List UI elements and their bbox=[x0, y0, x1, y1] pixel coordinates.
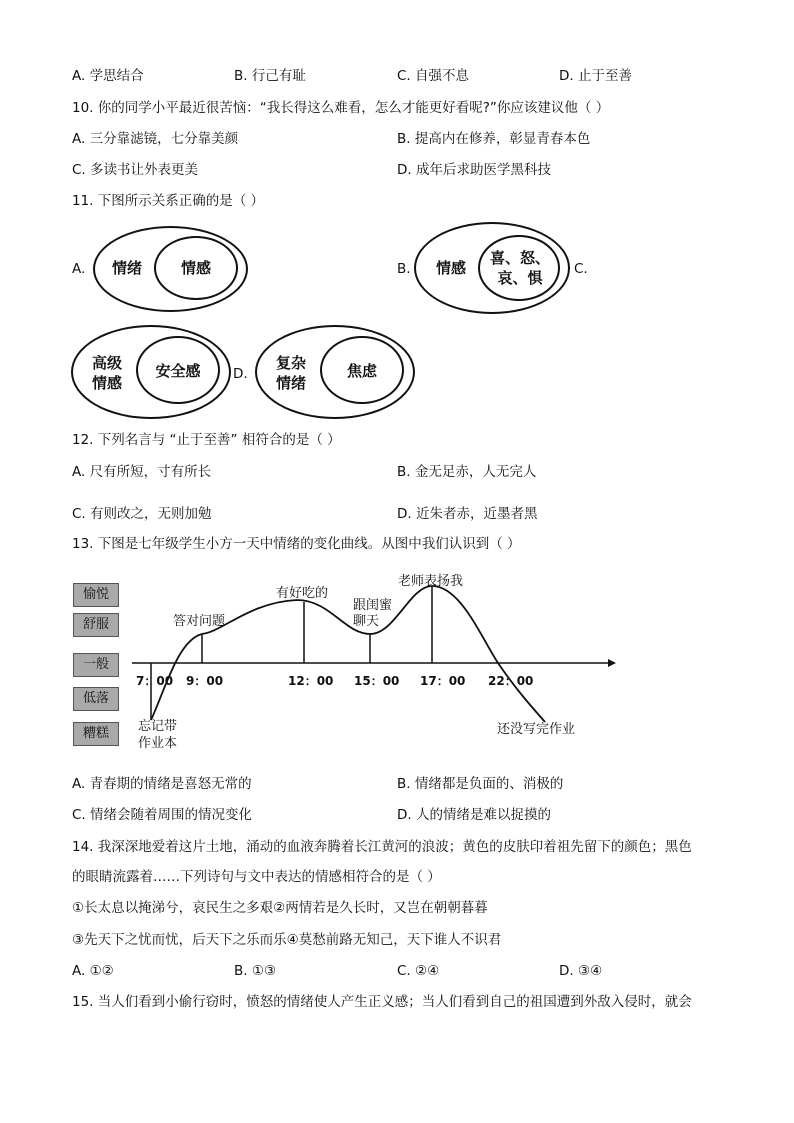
q11-b-inner-label-1: 喜、怒、 bbox=[489, 249, 550, 267]
annotation-answer: 答对问题 bbox=[173, 614, 226, 629]
q11-c-outer-label-2: 情感 bbox=[91, 374, 122, 392]
q11-label-d: D. bbox=[233, 366, 248, 382]
annotation-praise: 老师表扬我 bbox=[398, 574, 464, 589]
q14-stem-line-2: 的眼睛流露着……下列诗句与文中表达的情感相符合的是（ ） bbox=[72, 869, 441, 885]
q11-label-b: B. bbox=[397, 261, 411, 277]
annotation-homework: 还没写完作业 bbox=[497, 722, 576, 737]
q11-c-inner-label: 安全感 bbox=[155, 362, 201, 380]
q11-d-inner-label: 焦虑 bbox=[346, 362, 377, 380]
x-tick-label: 17：00 bbox=[420, 674, 466, 688]
q11-b-outer-label: 情感 bbox=[435, 259, 466, 277]
q11-a-inner-label: 情感 bbox=[180, 259, 211, 277]
x-tick-label: 9：00 bbox=[186, 674, 224, 688]
q12-option-a: A. 尺有所短，寸有所长 bbox=[72, 464, 212, 480]
annotation-food: 有好吃的 bbox=[276, 586, 329, 601]
q10-option-b: B. 提高内在修养，彰显青春本色 bbox=[397, 131, 591, 147]
q10-option-a: A. 三分靠滤镜，七分靠美颜 bbox=[72, 131, 239, 147]
q11-d-outer-label-1: 复杂 bbox=[275, 354, 306, 372]
q10-stem: 10. 你的同学小平最近很苦恼：“我长得这么难看，怎么才能更好看呢?”你应该建议他（ ） bbox=[72, 100, 610, 116]
q9-option-a: A. 学思结合 bbox=[72, 68, 144, 84]
mood-level-label: 糟糕 bbox=[73, 722, 119, 746]
q10-option-d: D. 成年后求助医学黑科技 bbox=[397, 162, 551, 178]
q14-poems-1-2: ①长太息以掩涕兮，哀民生之多艰②两情若是久长时，又岂在朝朝暮暮 bbox=[72, 900, 488, 916]
q14-option-d: D. ③④ bbox=[559, 963, 603, 979]
mood-level-label: 低落 bbox=[73, 687, 119, 711]
q11-a-outer-label: 情绪 bbox=[111, 259, 142, 277]
q14-stem-line-1: 14. 我深深地爱着这片土地，涌动的血液奔腾着长江黄河的浪波；黄色的皮肤印着祖先留下的颜色；黑色 bbox=[72, 839, 692, 855]
q11-c-outer-label-1: 高级 bbox=[91, 354, 122, 372]
q11-d-outer-label-2: 情绪 bbox=[275, 374, 306, 392]
q13-option-a: A. 青春期的情绪是喜怒无常的 bbox=[72, 776, 252, 792]
q13-option-d: D. 人的情绪是难以捉摸的 bbox=[397, 807, 551, 823]
mood-level-label: 舒服 bbox=[73, 613, 119, 637]
q11-label-a: A. bbox=[72, 261, 86, 277]
q13-option-b: B. 情绪都是负面的、消极的 bbox=[397, 776, 564, 792]
x-tick-label: 15：00 bbox=[354, 674, 400, 688]
q13-option-c: C. 情绪会随着周围的情况变化 bbox=[72, 807, 253, 823]
x-tick-label: 7：00 bbox=[136, 674, 174, 688]
q12-option-d: D. 近朱者赤，近墨者黑 bbox=[397, 506, 538, 522]
q9-option-b: B. 行己有耻 bbox=[234, 68, 306, 84]
q10-option-c: C. 多读书让外表更美 bbox=[72, 162, 199, 178]
q9-option-d: D. 止于至善 bbox=[559, 68, 632, 84]
q12-option-b: B. 金无足赤，人无完人 bbox=[397, 464, 537, 480]
annotation-chat-2: 聊天 bbox=[353, 614, 380, 629]
q14-poems-3-4: ③先天下之忧而忧，后天下之乐而乐④莫愁前路无知己，天下谁人不识君 bbox=[72, 932, 502, 948]
q9-option-c: C. 自强不息 bbox=[397, 68, 470, 84]
annotation-chat-1: 跟闺蜜 bbox=[353, 598, 393, 613]
x-tick-label: 22：00 bbox=[488, 674, 534, 688]
q14-option-a: A. ①② bbox=[72, 963, 114, 979]
q11-b-inner-label-2: 哀、惧 bbox=[497, 269, 543, 287]
q14-option-c: C. ②④ bbox=[397, 963, 440, 979]
mood-level-label: 一般 bbox=[73, 653, 119, 677]
mood-curve bbox=[151, 586, 545, 722]
q15-stem: 15. 当人们看到小偷行窃时，愤怒的情绪使人产生正义感；当人们看到自己的祖国遭到外敌入侵时，就会 bbox=[72, 994, 692, 1010]
q12-stem: 12. 下列名言与 “止于至善” 相符合的是（ ） bbox=[72, 432, 341, 448]
q11-stem: 11. 下图所示关系正确的是（ ） bbox=[72, 193, 265, 209]
q11-label-c: C. bbox=[574, 261, 588, 277]
q14-option-b: B. ①③ bbox=[234, 963, 277, 979]
q12-option-c: C. 有则改之，无则加勉 bbox=[72, 506, 212, 522]
mood-level-label: 愉悦 bbox=[73, 583, 119, 607]
annotation-forgot-2: 作业本 bbox=[138, 736, 178, 751]
x-axis-arrow bbox=[608, 659, 616, 667]
x-tick-label: 12：00 bbox=[288, 674, 334, 688]
q13-stem: 13. 下图是七年级学生小方一天中情绪的变化曲线。从图中我们认识到（ ） bbox=[72, 536, 521, 552]
annotation-forgot-1: 忘记带 bbox=[138, 719, 178, 734]
